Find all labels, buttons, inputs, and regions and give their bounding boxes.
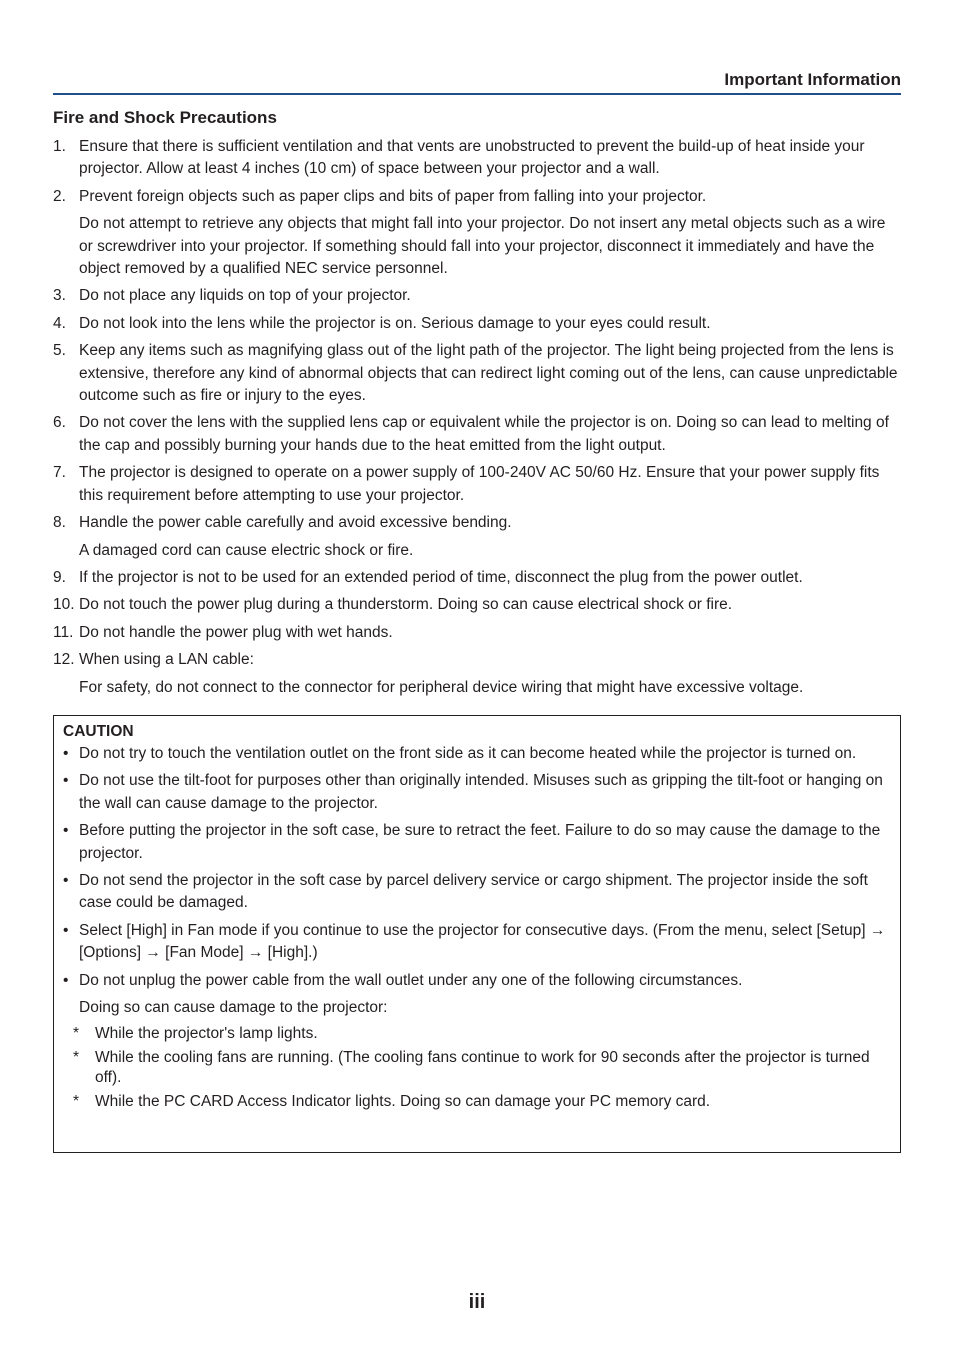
caution-bullet: [63, 970, 893, 1020]
list-item: [53, 512, 903, 562]
caution-bullet: [63, 920, 893, 965]
item-text: If the projector is not to be used for an extended period of time, disconnect the plug from the power outlet.: [79, 568, 803, 586]
asterisk-mark: *: [73, 1025, 80, 1043]
caution-box: [53, 715, 901, 1153]
item-number: 8.: [53, 514, 66, 532]
item-text: Do not cover the lens with the supplied lens cap or equivalent while the projector is on. Doing so can lead to melting of the cap and possibly burning your hands due to the heat emitted from the light output.: [79, 414, 889, 454]
asterisk-mark: *: [73, 1049, 80, 1067]
item-number: 9.: [53, 568, 66, 586]
caution-title: CAUTION: [63, 723, 134, 740]
page-header-title: Important Information: [724, 70, 901, 89]
asterisk-mark: *: [73, 1093, 80, 1111]
item-extra-text: Do not attempt to retrieve any objects that might fall into your projector. Do not insert any metal objects such as a wire or screwdriver into your projector. If something should fall into your projector, disconnect it immediately and have the object removed by a qualified NEC service personnel.: [79, 215, 886, 278]
sub-item-text: While the cooling fans are running. (The cooling fans continue to work for 90 seconds after the projector is turned off).: [95, 1049, 870, 1087]
caution-bullets: [63, 743, 893, 1112]
bullet-text: Select [High] in Fan mode if you continue to use the projector for consecutive days. (From the menu, select [Setup] → [Options] → [Fan Mode] → [High].): [79, 921, 886, 962]
bullet-text: Do not send the projector in the soft case by parcel delivery service or cargo shipment. The projector inside the soft case could be damaged.: [79, 872, 868, 912]
section-title: Fire and Shock Precautions: [53, 108, 277, 127]
bullet-mark: •: [63, 921, 69, 939]
list-item: [53, 136, 903, 181]
bullet-text: Do not try to touch the ventilation outlet on the front side as it can become heated while the projector is turned on.: [79, 745, 857, 762]
item-number: 12.: [53, 651, 75, 669]
header-divider: [53, 93, 901, 95]
bullet-mark: •: [63, 772, 69, 790]
sub-item: [63, 1024, 893, 1044]
item-number: 10.: [53, 596, 75, 614]
item-number: 2.: [53, 187, 66, 205]
sub-item: [63, 1092, 893, 1112]
list-item: [53, 412, 903, 457]
list-item: [53, 462, 903, 507]
item-extra-text: A damaged cord can cause electric shock or fire.: [79, 541, 414, 559]
item-number: 5.: [53, 342, 66, 360]
item-number: 4.: [53, 314, 66, 332]
bullet-text: Do not unplug the power cable from the wall outlet under any one of the following circumstances.: [79, 971, 743, 989]
list-item: [53, 649, 903, 699]
item-text: When using a LAN cable:: [79, 651, 254, 669]
bullet-mark: •: [63, 872, 69, 890]
sub-item-text: While the projector's lamp lights.: [95, 1025, 318, 1043]
list-item: [53, 567, 903, 589]
bullet-text: Before putting the projector in the soft case, be sure to retract the feet. Failure to do so may cause the damage to the projector.: [79, 822, 881, 862]
bullet-text: Do not use the tilt-foot for purposes other than originally intended. Misuses such as gripping the tilt-foot or hanging on the wall can cause damage to the projector.: [79, 772, 883, 812]
sub-item: [63, 1048, 893, 1088]
precautions-list: [53, 136, 903, 704]
caution-bullet: [63, 820, 893, 865]
list-item: [53, 340, 903, 407]
sub-item-text: While the PC CARD Access Indicator lights. Doing so can damage your PC memory card.: [95, 1093, 711, 1111]
page-number: iii: [468, 1291, 486, 1313]
caution-bullet: [63, 770, 893, 815]
item-text: Prevent foreign objects such as paper clips and bits of paper from falling into your projector.: [79, 187, 707, 205]
list-item: [53, 594, 903, 616]
item-extra-text: For safety, do not connect to the connector for peripheral device wiring that might have excessive voltage.: [79, 678, 804, 696]
bullet-after-text: Doing so can cause damage to the projector:: [79, 999, 388, 1017]
caution-bullet: [63, 870, 893, 915]
item-text: Do not look into the lens while the projector is on. Serious damage to your eyes could result.: [79, 314, 711, 332]
item-text: Do not handle the power plug with wet hands.: [79, 623, 393, 641]
item-text: Do not touch the power plug during a thunderstorm. Doing so can cause electrical shock or fire.: [79, 596, 733, 614]
item-text: Ensure that there is sufficient ventilation and that vents are unobstructed to prevent the build-up of heat inside your projector. Allow at least 4 inches (10 cm) of space between your projector and a wall.: [79, 138, 865, 178]
item-number: 6.: [53, 414, 66, 432]
item-number: 11.: [53, 623, 74, 641]
caution-bullet: [63, 743, 893, 765]
bullet-mark: •: [63, 745, 69, 762]
item-number: 1.: [53, 138, 66, 155]
bullet-mark: •: [63, 822, 69, 840]
item-number: 7.: [53, 464, 66, 482]
list-item: [53, 186, 903, 281]
item-number: 3.: [53, 287, 66, 305]
bullet-mark: •: [63, 971, 69, 989]
item-text: Do not place any liquids on top of your projector.: [79, 287, 411, 305]
item-text: Handle the power cable carefully and avoid excessive bending.: [79, 514, 512, 532]
list-item: [53, 313, 903, 335]
item-text: The projector is designed to operate on a power supply of 100-240V AC 50/60 Hz. Ensure that your power supply fits this requirement before attempting to use your projector.: [79, 464, 880, 504]
list-item: [53, 622, 903, 644]
list-item: [53, 285, 903, 307]
item-text: Keep any items such as magnifying glass out of the light path of the projector. The light being projected from the lens is extensive, therefore any kind of abnormal objects that can redirect light coming out of the lens, can cause unpredictable outcome such as fire or injury to the eyes.: [79, 342, 898, 405]
